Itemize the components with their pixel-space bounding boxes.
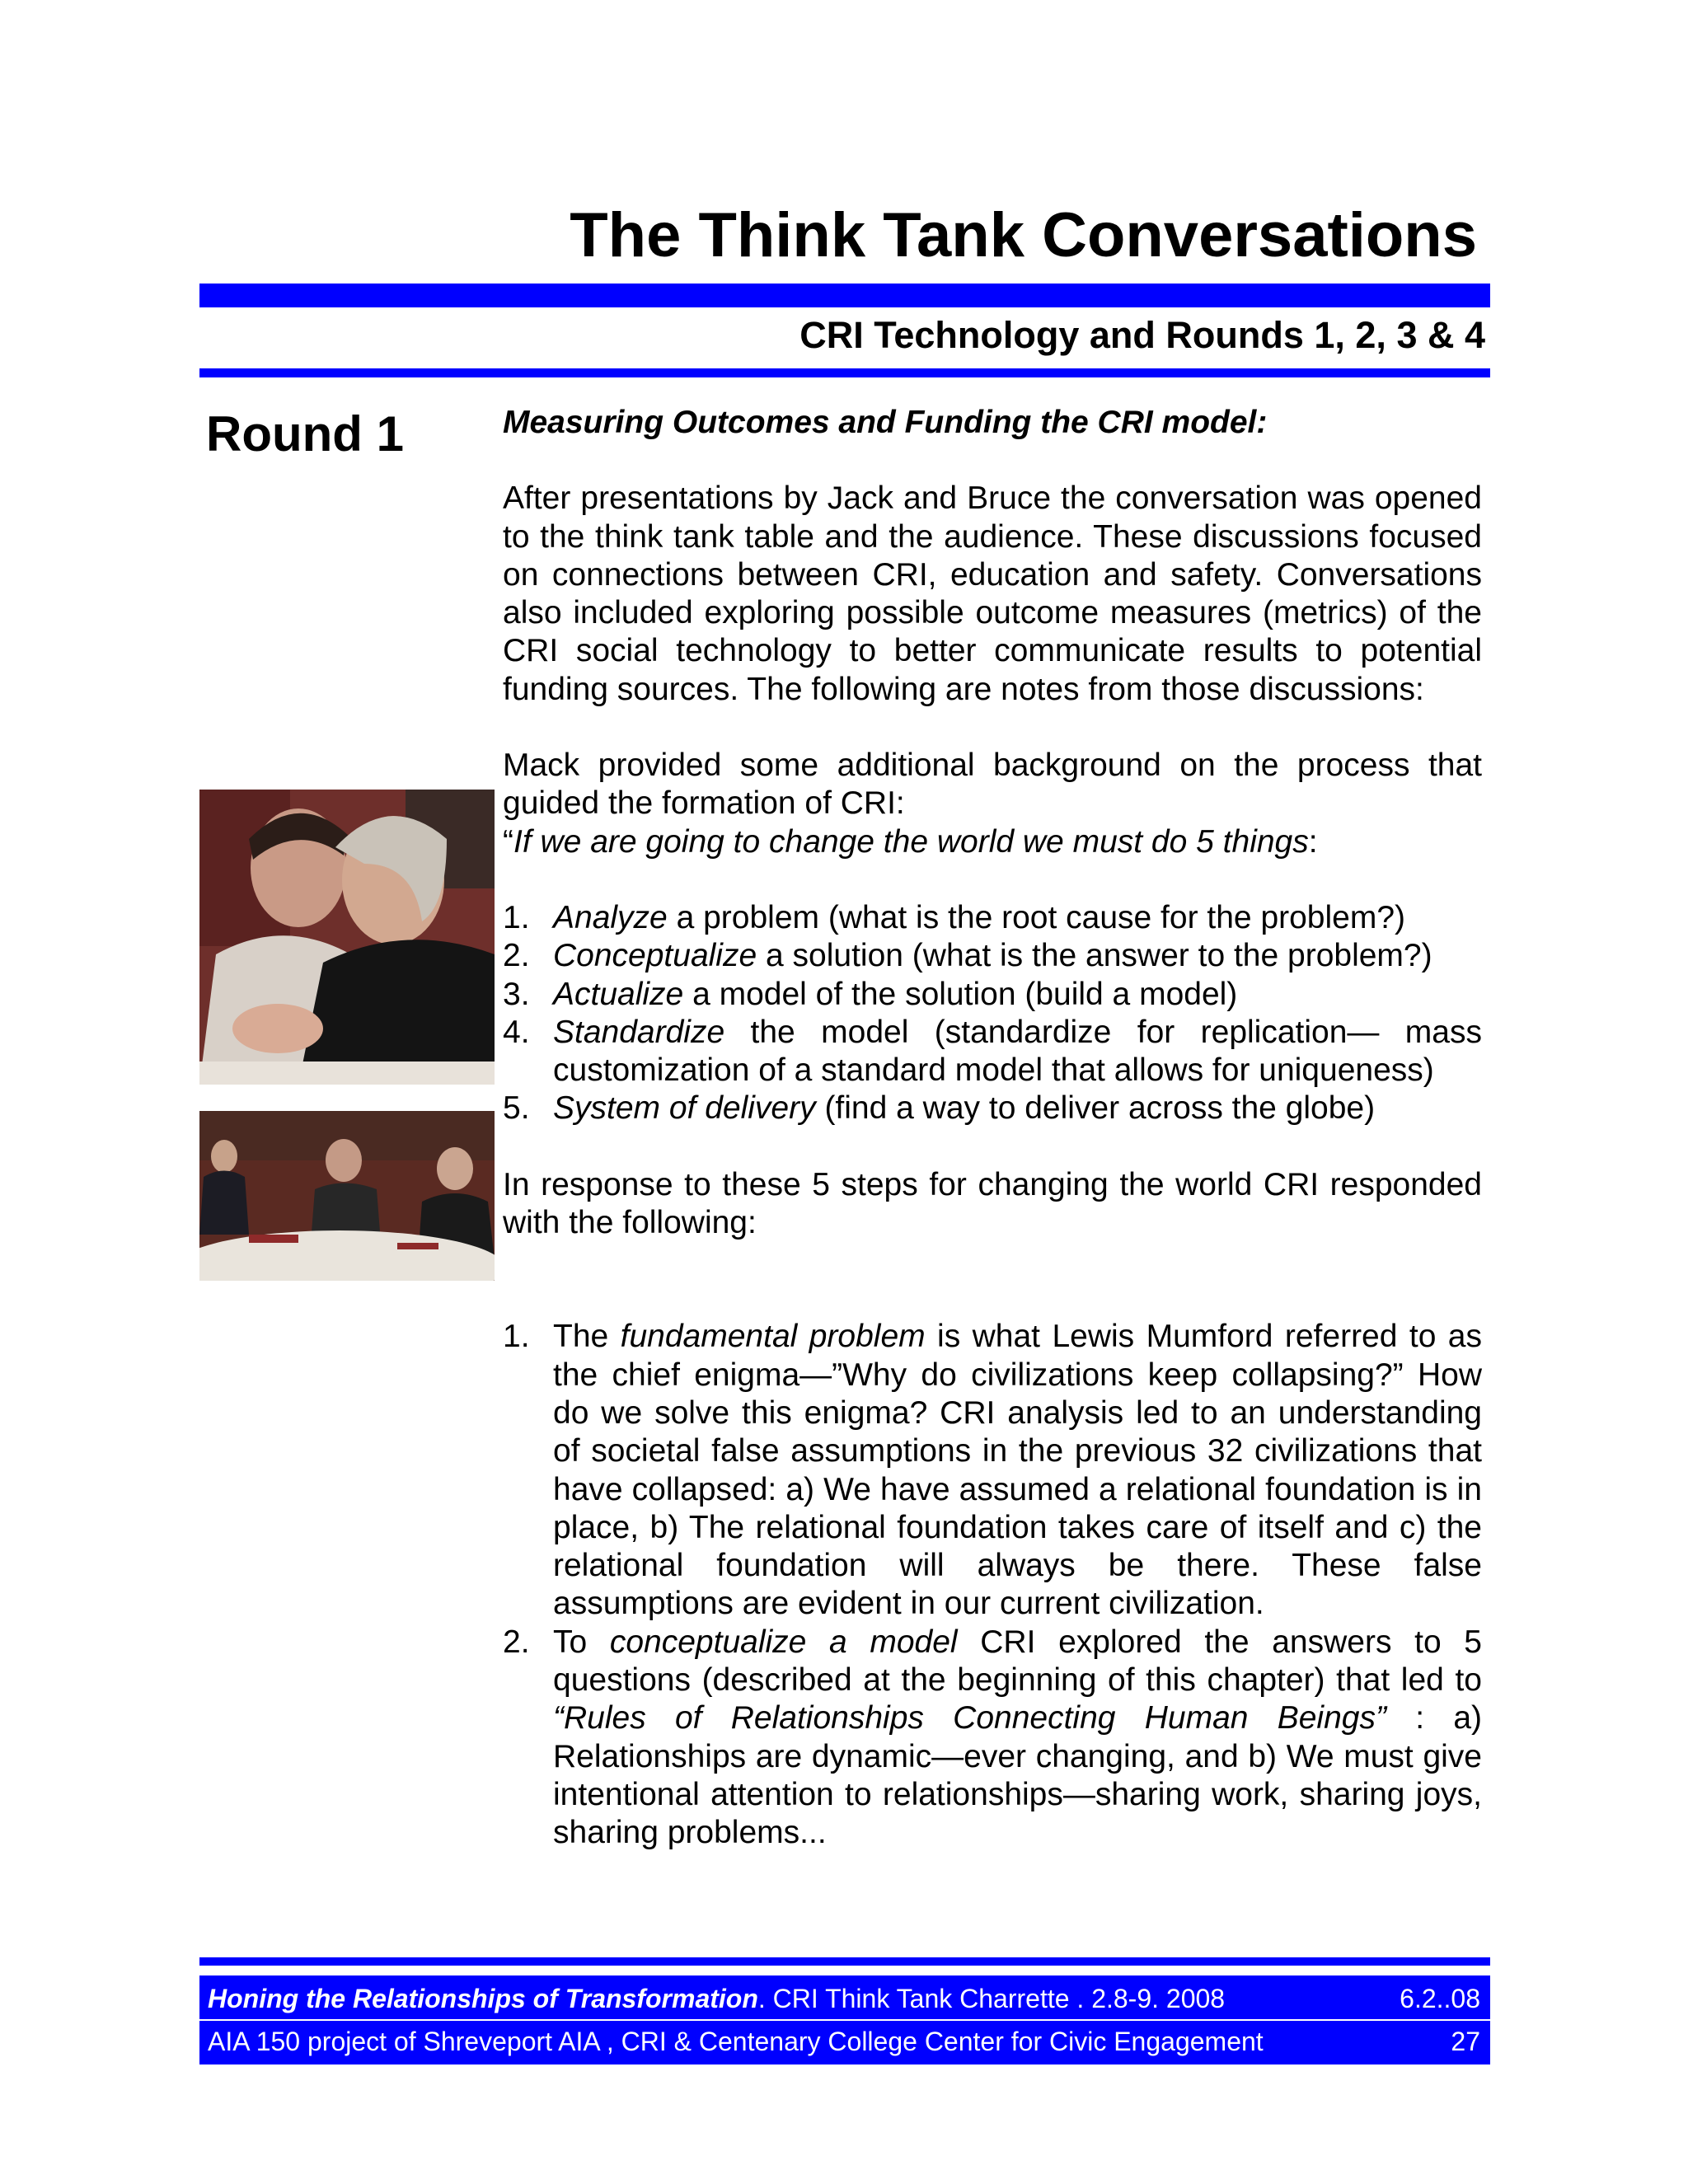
round-label: Round 1 (206, 406, 404, 462)
list-item: 4. Standardize the model (standardize for replication— mass customization of a standard model that allows for uniqueness) (503, 1014, 1482, 1089)
list-item: 2. To conceptualize a model CRI explored the answers to 5 questions (described at the beginning of this chapter) that led to “Rules of Relationships Connecting Human Beings” : a) Relationships are dynamic—ever changing, and b) We must give intentional attention to relationships—sharing work, sharing joys, sharing problems... (503, 1624, 1482, 1851)
list-item: 5. System of delivery (find a way to deliver across the globe) (503, 1090, 1376, 1127)
subtitle-rule (199, 368, 1490, 377)
main-content (503, 404, 1482, 1853)
footer-event: . CRI Think Tank Charrette . 2.8-9. 2008 (757, 1984, 1226, 2013)
list-item: 2. Conceptualize a solution (what is the answer to the problem?) (503, 938, 1432, 974)
footer-title: Honing the Relationships of Transformation (208, 1984, 758, 2013)
footer-date: 6.2..08 (1400, 1984, 1480, 2013)
title-rule (199, 284, 1490, 307)
intro-paragraph: After presentations by Jack and Bruce the conversation was opened to the think tank table and the audience. These discussions focused on connections between CRI, education and safety. Conversations also included exploring possible outcome measures (metrics) of the CRI social technology to better communicate results to potential funding sources. The following are notes from those discussions: (503, 480, 1482, 707)
responses-list (503, 1318, 1482, 1852)
quote-line: “If we are going to change the world we must do 5 things: (503, 823, 1318, 860)
meeting-photo-table (199, 1111, 495, 1281)
page-number: 27 (1451, 2027, 1480, 2056)
footer-line-1 (208, 1980, 1480, 2017)
mack-intro-paragraph: Mack provided some additional background on the process that guided the formation of CRI: (503, 748, 1482, 822)
response-intro-paragraph: In response to these 5 steps for changing the world CRI responded with the following: (503, 1166, 1482, 1241)
section-heading: Measuring Outcomes and Funding the CRI model: (503, 405, 1268, 440)
footer-project: AIA 150 project of Shreveport AIA , CRI & Centenary College Center for Civic Engagement (208, 2027, 1264, 2056)
section-subtitle: CRI Technology and Rounds 1, 2, 3 & 4 (799, 314, 1485, 356)
footer-rule (199, 1957, 1490, 1966)
page-footer (199, 1975, 1490, 2064)
list-item: 1. The fundamental problem is what Lewis Mumford referred to as the chief enigma—”Why do civilizations keep collapsing?” How do we solve this enigma? CRI analysis led to an understanding of societal false assumptions in the previous 32 civilizations that have collapsed: a) We have assumed a relational foundation is in place, b) The relational foundation takes care of itself and c) the relational foundation will always be there. These false assumptions are evident in our current civilization. (503, 1319, 1482, 1622)
quote-text: If we are going to change the world we must do 5 things (513, 823, 1309, 860)
list-item: 3. Actualize a model of the solution (build a model) (503, 976, 1238, 1012)
five-steps-list (503, 899, 1482, 1128)
footer-divider (199, 2019, 1490, 2021)
footer-line-2 (208, 2023, 1480, 2060)
meeting-photo-closeup (199, 790, 495, 1085)
list-item: 1. Analyze a problem (what is the root cause for the problem?) (503, 899, 1406, 935)
page-title: The Think Tank Conversations (570, 200, 1477, 270)
